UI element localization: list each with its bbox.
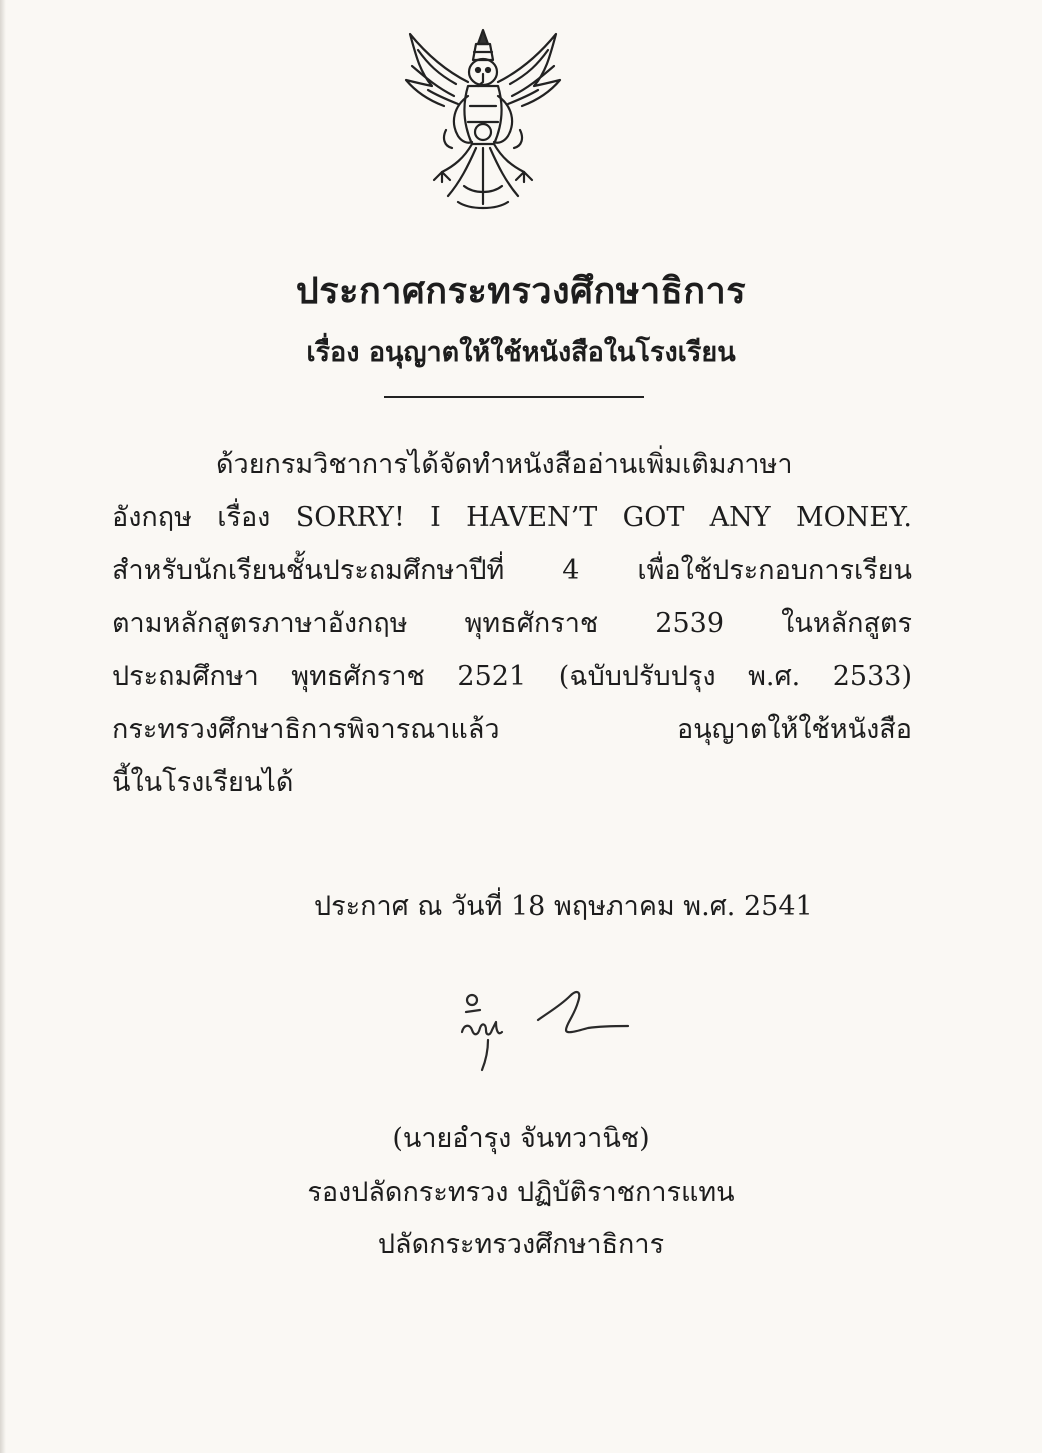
garuda-emblem-icon — [398, 26, 568, 216]
body-line: ประถมศึกษา พุทธศักราช 2521 (ฉบับปรับปรุง พ.ศ. 2533) — [112, 661, 912, 692]
body-line: ตามหลักสูตรภาษาอังกฤษ พุทธศักราช 2539 ในหลักสูตร — [112, 608, 912, 639]
announcement-subject: เรื่อง อนุญาตให้ใช้หนังสือในโรงเรียน — [306, 337, 736, 368]
announcement-body — [112, 438, 912, 809]
body-line: สำหรับนักเรียนชั้นประถมศึกษาปีที่ 4 เพื่อใช้ประกอบการเรียน — [112, 555, 912, 586]
title-divider — [384, 396, 644, 398]
body-line: กระทรวงศึกษาธิการพิจารณาแล้ว อนุญาตให้ใช้หนังสือ — [112, 714, 912, 745]
announcement-title: ประกาศกระทรวงศึกษาธิการ — [295, 270, 747, 312]
body-line: ด้วยกรมวิชาการได้จัดทำหนังสืออ่านเพิ่มเติมภาษา — [216, 449, 793, 480]
body-line: นี้ในโรงเรียนได้ — [112, 767, 294, 798]
signer-office: ปลัดกระทรวงศึกษาธิการ — [377, 1229, 665, 1260]
body-line: อังกฤษ เรื่อง SORRY! I HAVEN’T GOT ANY MONEY. — [112, 502, 912, 533]
announcement-date: ประกาศ ณ วันที่ 18 พฤษภาคม พ.ศ. 2541 — [314, 891, 813, 922]
handwritten-signature — [450, 980, 650, 1080]
signer-position: รองปลัดกระทรวง ปฏิบัติราชการแทน — [307, 1177, 735, 1208]
signer-name: (นายอำรุง จันทวานิช) — [392, 1123, 650, 1154]
